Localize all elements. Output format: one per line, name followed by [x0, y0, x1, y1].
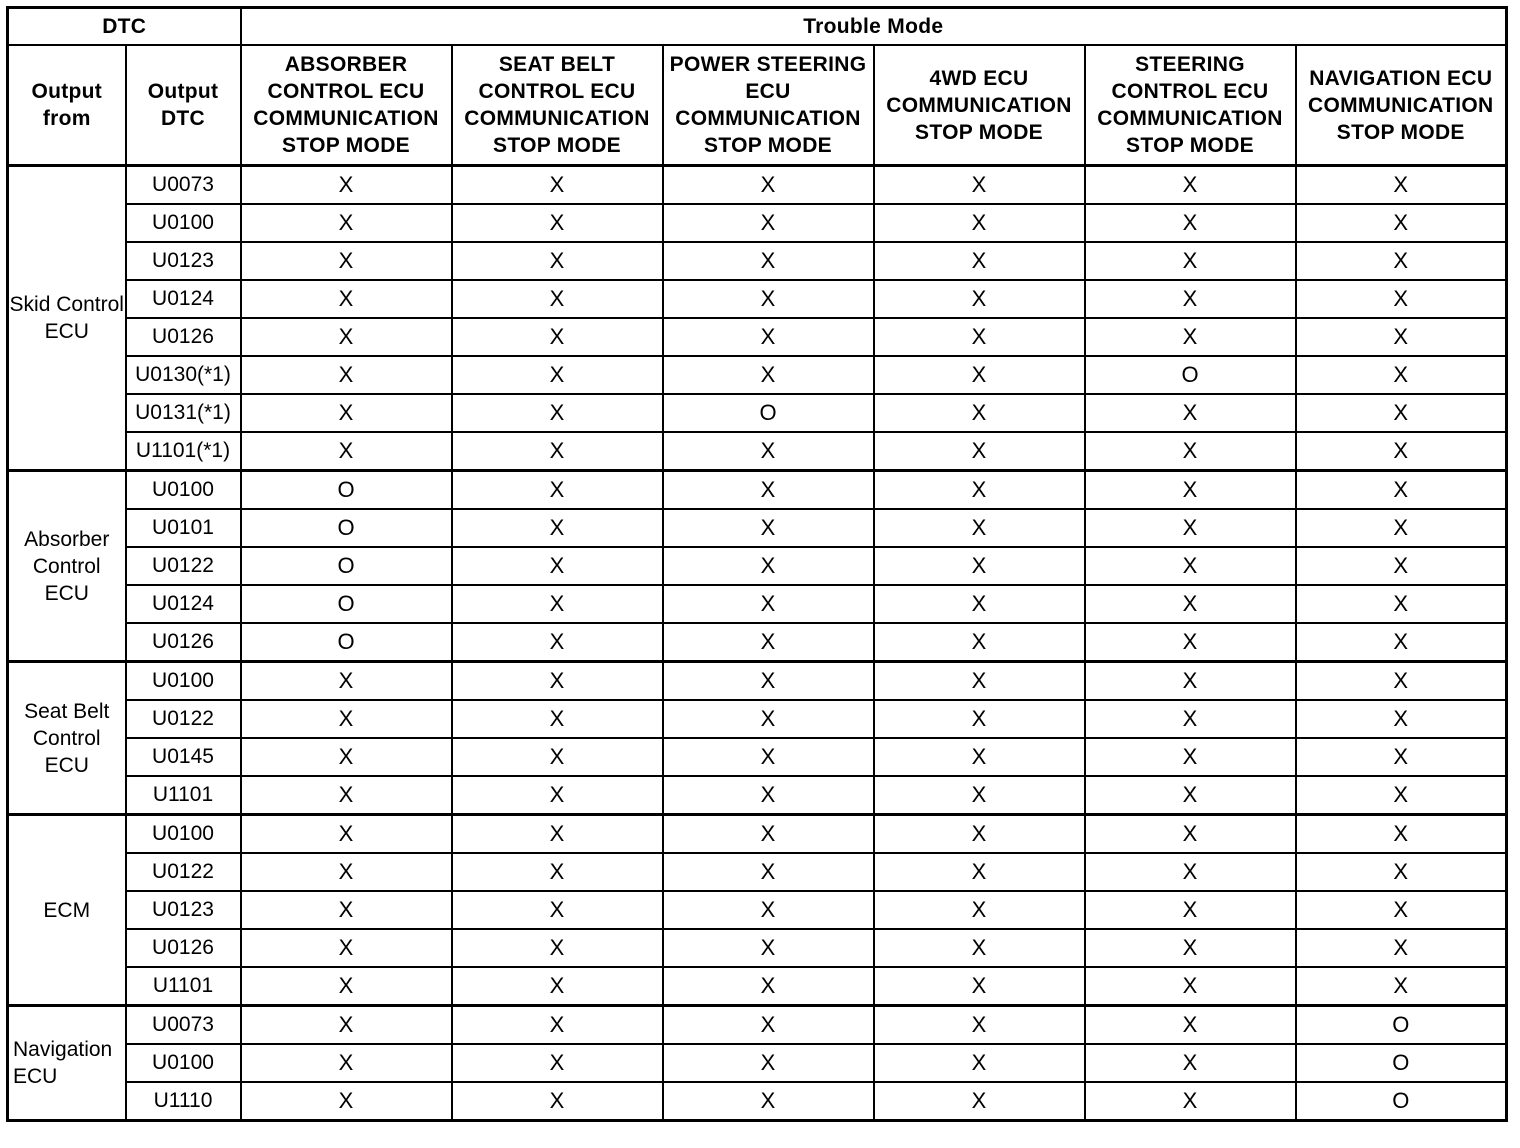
- mode-mark-cell: O: [663, 394, 874, 432]
- mode-mark-cell: X: [241, 1082, 452, 1121]
- mode-mark-cell: X: [663, 242, 874, 280]
- mode-mark-cell: O: [1296, 1006, 1507, 1045]
- mode-mark-cell: X: [241, 891, 452, 929]
- output-dtc-cell: U0124: [126, 585, 241, 623]
- mode-mark-cell: X: [874, 394, 1085, 432]
- output-dtc-cell: U0101: [126, 509, 241, 547]
- mode-mark-cell: X: [452, 853, 663, 891]
- mode-mark-cell: X: [1296, 318, 1507, 356]
- mode-mark-cell: X: [874, 776, 1085, 815]
- mode-mark-cell: X: [874, 471, 1085, 510]
- mode-mark-cell: X: [452, 1006, 663, 1045]
- mode-mark-cell: X: [452, 242, 663, 280]
- table-row: [8, 280, 1507, 318]
- mode-mark-cell: X: [241, 356, 452, 394]
- dtc-header: DTC: [8, 8, 241, 46]
- mode-mark-cell: X: [1085, 509, 1296, 547]
- mode-mark-cell: X: [452, 166, 663, 205]
- mode-mark-cell: X: [663, 1006, 874, 1045]
- mode-mark-cell: X: [663, 700, 874, 738]
- mode-mark-cell: X: [1296, 547, 1507, 585]
- mode-mark-cell: X: [452, 585, 663, 623]
- output-dtc-cell: U0122: [126, 700, 241, 738]
- mode-header-steering-control: STEERING CONTROL ECU COMMUNICATION STOP MODE: [1085, 45, 1296, 166]
- mode-mark-cell: X: [874, 585, 1085, 623]
- mode-mark-cell: X: [874, 1082, 1085, 1121]
- output-dtc-cell: U0130(*1): [126, 356, 241, 394]
- mode-header-power-steering: POWER STEERING ECU COMMUNICATION STOP MODE: [663, 45, 874, 166]
- mode-mark-cell: X: [663, 1082, 874, 1121]
- mode-mark-cell: X: [1085, 547, 1296, 585]
- output-dtc-cell: U0122: [126, 547, 241, 585]
- mode-mark-cell: X: [663, 471, 874, 510]
- mode-mark-cell: X: [1296, 166, 1507, 205]
- output-dtc-cell: U0131(*1): [126, 394, 241, 432]
- table-row: [8, 204, 1507, 242]
- mode-mark-cell: X: [1296, 929, 1507, 967]
- mode-mark-cell: X: [1085, 853, 1296, 891]
- mode-mark-cell: X: [663, 509, 874, 547]
- mode-mark-cell: X: [452, 891, 663, 929]
- mode-mark-cell: X: [1296, 585, 1507, 623]
- mode-mark-cell: X: [874, 356, 1085, 394]
- table-row: [8, 432, 1507, 471]
- mode-mark-cell: X: [1085, 738, 1296, 776]
- mode-mark-cell: X: [241, 738, 452, 776]
- output-dtc-cell: U0124: [126, 280, 241, 318]
- table-row: [8, 242, 1507, 280]
- mode-mark-cell: X: [452, 967, 663, 1006]
- mode-mark-cell: O: [241, 547, 452, 585]
- mode-mark-cell: X: [1085, 967, 1296, 1006]
- mode-mark-cell: X: [241, 204, 452, 242]
- table-row: [8, 394, 1507, 432]
- mode-mark-cell: X: [1085, 242, 1296, 280]
- mode-mark-cell: X: [1296, 853, 1507, 891]
- table-row: [8, 356, 1507, 394]
- mode-mark-cell: O: [241, 509, 452, 547]
- mode-mark-cell: X: [663, 929, 874, 967]
- mode-mark-cell: X: [874, 432, 1085, 471]
- mode-header-4wd: 4WD ECU COMMUNICATION STOP MODE: [874, 45, 1085, 166]
- mode-mark-cell: X: [452, 1082, 663, 1121]
- mode-mark-cell: X: [663, 166, 874, 205]
- mode-header-navigation: NAVIGATION ECU COMMUNICATION STOP MODE: [1296, 45, 1507, 166]
- output-from-cell: Absorber Control ECU: [8, 471, 126, 662]
- output-from-cell: Skid Control ECU: [8, 166, 126, 471]
- table-row: [8, 318, 1507, 356]
- table-row: [8, 547, 1507, 585]
- mode-mark-cell: X: [452, 356, 663, 394]
- mode-mark-cell: X: [663, 891, 874, 929]
- trouble-mode-header: Trouble Mode: [241, 8, 1507, 46]
- mode-mark-cell: X: [1085, 394, 1296, 432]
- mode-mark-cell: X: [663, 585, 874, 623]
- output-dtc-cell: U0100: [126, 471, 241, 510]
- output-dtc-cell: U0122: [126, 853, 241, 891]
- mode-mark-cell: X: [1085, 700, 1296, 738]
- table-row: [8, 1044, 1507, 1082]
- mode-mark-cell: X: [452, 318, 663, 356]
- mode-mark-cell: X: [452, 509, 663, 547]
- output-from-header: Output from: [8, 45, 126, 166]
- table-row: [8, 700, 1507, 738]
- mode-mark-cell: X: [1296, 738, 1507, 776]
- mode-mark-cell: X: [1085, 623, 1296, 662]
- table-row: [8, 166, 1507, 205]
- mode-mark-cell: X: [874, 967, 1085, 1006]
- mode-header-seat-belt: SEAT BELT CONTROL ECU COMMUNICATION STOP MODE: [452, 45, 663, 166]
- mode-mark-cell: X: [663, 1044, 874, 1082]
- output-dtc-cell: U1101: [126, 967, 241, 1006]
- mode-mark-cell: X: [241, 166, 452, 205]
- mode-mark-cell: X: [452, 738, 663, 776]
- output-dtc-cell: U0100: [126, 662, 241, 701]
- mode-mark-cell: X: [663, 204, 874, 242]
- mode-mark-cell: X: [241, 1044, 452, 1082]
- mode-mark-cell: X: [241, 1006, 452, 1045]
- mode-mark-cell: X: [241, 662, 452, 701]
- mode-mark-cell: X: [874, 1006, 1085, 1045]
- mode-mark-cell: X: [452, 280, 663, 318]
- table-row: [8, 623, 1507, 662]
- mode-mark-cell: X: [241, 318, 452, 356]
- table-row: [8, 853, 1507, 891]
- mode-mark-cell: X: [1296, 967, 1507, 1006]
- mode-mark-cell: X: [452, 929, 663, 967]
- mode-mark-cell: X: [874, 280, 1085, 318]
- mode-mark-cell: X: [663, 967, 874, 1006]
- mode-mark-cell: X: [1085, 891, 1296, 929]
- output-dtc-cell: U0100: [126, 204, 241, 242]
- mode-mark-cell: X: [663, 815, 874, 854]
- mode-mark-cell: X: [874, 1044, 1085, 1082]
- mode-mark-cell: X: [1296, 815, 1507, 854]
- mode-mark-cell: X: [1296, 356, 1507, 394]
- mode-mark-cell: X: [1296, 509, 1507, 547]
- mode-mark-cell: X: [1296, 623, 1507, 662]
- mode-mark-cell: O: [241, 623, 452, 662]
- mode-mark-cell: X: [241, 967, 452, 1006]
- mode-mark-cell: X: [1085, 280, 1296, 318]
- mode-mark-cell: X: [1296, 891, 1507, 929]
- mode-mark-cell: X: [241, 853, 452, 891]
- table-row: [8, 509, 1507, 547]
- mode-mark-cell: X: [1085, 815, 1296, 854]
- mode-mark-cell: X: [874, 700, 1085, 738]
- output-dtc-cell: U0145: [126, 738, 241, 776]
- mode-mark-cell: X: [874, 547, 1085, 585]
- mode-mark-cell: X: [874, 853, 1085, 891]
- table-row: [8, 1006, 1507, 1045]
- table-row: [8, 471, 1507, 510]
- mode-mark-cell: X: [663, 432, 874, 471]
- output-from-cell: ECM: [8, 815, 126, 1006]
- mode-mark-cell: X: [874, 318, 1085, 356]
- mode-mark-cell: X: [1085, 776, 1296, 815]
- table-row: [8, 967, 1507, 1006]
- mode-mark-cell: X: [874, 891, 1085, 929]
- output-dtc-cell: U0123: [126, 891, 241, 929]
- mode-mark-cell: X: [1296, 432, 1507, 471]
- mode-mark-cell: X: [663, 318, 874, 356]
- mode-mark-cell: X: [1296, 776, 1507, 815]
- mode-mark-cell: X: [241, 242, 452, 280]
- mode-mark-cell: O: [1296, 1082, 1507, 1121]
- table-body: [8, 166, 1507, 1121]
- mode-mark-cell: X: [452, 547, 663, 585]
- mode-mark-cell: X: [1085, 1044, 1296, 1082]
- header-row-columns: [8, 45, 1507, 166]
- mode-mark-cell: X: [1085, 471, 1296, 510]
- mode-mark-cell: X: [663, 738, 874, 776]
- mode-mark-cell: X: [1085, 166, 1296, 205]
- output-dtc-cell: U1101: [126, 776, 241, 815]
- mode-mark-cell: X: [663, 356, 874, 394]
- mode-mark-cell: X: [1085, 318, 1296, 356]
- output-dtc-cell: U0100: [126, 815, 241, 854]
- mode-mark-cell: X: [874, 738, 1085, 776]
- output-dtc-cell: U0126: [126, 929, 241, 967]
- mode-mark-cell: X: [1085, 432, 1296, 471]
- mode-mark-cell: X: [1085, 662, 1296, 701]
- mode-mark-cell: X: [1296, 280, 1507, 318]
- mode-mark-cell: X: [1085, 204, 1296, 242]
- mode-mark-cell: X: [874, 204, 1085, 242]
- table-row: [8, 585, 1507, 623]
- dtc-trouble-mode-table: [6, 6, 1508, 1122]
- output-dtc-cell: U0126: [126, 318, 241, 356]
- output-dtc-cell: U0123: [126, 242, 241, 280]
- mode-mark-cell: X: [874, 509, 1085, 547]
- mode-mark-cell: X: [241, 432, 452, 471]
- mode-mark-cell: X: [452, 662, 663, 701]
- mode-mark-cell: X: [1296, 471, 1507, 510]
- mode-mark-cell: X: [452, 623, 663, 662]
- mode-mark-cell: X: [241, 929, 452, 967]
- output-dtc-cell: U1110: [126, 1082, 241, 1121]
- mode-mark-cell: O: [1085, 356, 1296, 394]
- mode-mark-cell: X: [452, 815, 663, 854]
- mode-mark-cell: X: [663, 853, 874, 891]
- mode-mark-cell: X: [874, 815, 1085, 854]
- mode-mark-cell: X: [874, 242, 1085, 280]
- mode-mark-cell: X: [1296, 662, 1507, 701]
- mode-mark-cell: O: [241, 471, 452, 510]
- mode-mark-cell: X: [1085, 1082, 1296, 1121]
- mode-mark-cell: X: [452, 1044, 663, 1082]
- output-dtc-cell: U0126: [126, 623, 241, 662]
- output-dtc-cell: U0073: [126, 166, 241, 205]
- output-dtc-cell: U1101(*1): [126, 432, 241, 471]
- mode-mark-cell: X: [663, 280, 874, 318]
- mode-mark-cell: X: [1296, 394, 1507, 432]
- mode-mark-cell: X: [663, 662, 874, 701]
- mode-mark-cell: X: [452, 394, 663, 432]
- output-dtc-cell: U0073: [126, 1006, 241, 1045]
- mode-mark-cell: X: [1296, 204, 1507, 242]
- table-row: [8, 1082, 1507, 1121]
- mode-mark-cell: X: [1085, 1006, 1296, 1045]
- table-row: [8, 815, 1507, 854]
- mode-mark-cell: X: [663, 623, 874, 662]
- mode-mark-cell: X: [241, 394, 452, 432]
- table-row: [8, 891, 1507, 929]
- mode-mark-cell: X: [663, 776, 874, 815]
- mode-mark-cell: O: [1296, 1044, 1507, 1082]
- header-row-top: [8, 8, 1507, 46]
- mode-mark-cell: X: [452, 204, 663, 242]
- mode-mark-cell: X: [241, 776, 452, 815]
- mode-mark-cell: X: [874, 623, 1085, 662]
- mode-mark-cell: X: [241, 815, 452, 854]
- output-dtc-header: Output DTC: [126, 45, 241, 166]
- output-from-cell: Navigation ECU: [8, 1006, 126, 1121]
- output-dtc-cell: U0100: [126, 1044, 241, 1082]
- mode-mark-cell: X: [874, 929, 1085, 967]
- table-row: [8, 662, 1507, 701]
- mode-mark-cell: X: [1085, 929, 1296, 967]
- table-row: [8, 776, 1507, 815]
- mode-mark-cell: X: [241, 280, 452, 318]
- mode-mark-cell: X: [452, 700, 663, 738]
- mode-mark-cell: X: [452, 776, 663, 815]
- table-row: [8, 929, 1507, 967]
- mode-mark-cell: X: [452, 471, 663, 510]
- mode-header-absorber: ABSORBER CONTROL ECU COMMUNICATION STOP MODE: [241, 45, 452, 166]
- mode-mark-cell: X: [452, 432, 663, 471]
- output-from-cell: Seat Belt Control ECU: [8, 662, 126, 815]
- mode-mark-cell: X: [874, 166, 1085, 205]
- mode-mark-cell: X: [1296, 700, 1507, 738]
- mode-mark-cell: X: [663, 547, 874, 585]
- mode-mark-cell: X: [241, 700, 452, 738]
- mode-mark-cell: X: [1296, 242, 1507, 280]
- table-row: [8, 738, 1507, 776]
- mode-mark-cell: X: [1085, 585, 1296, 623]
- mode-mark-cell: O: [241, 585, 452, 623]
- mode-mark-cell: X: [874, 662, 1085, 701]
